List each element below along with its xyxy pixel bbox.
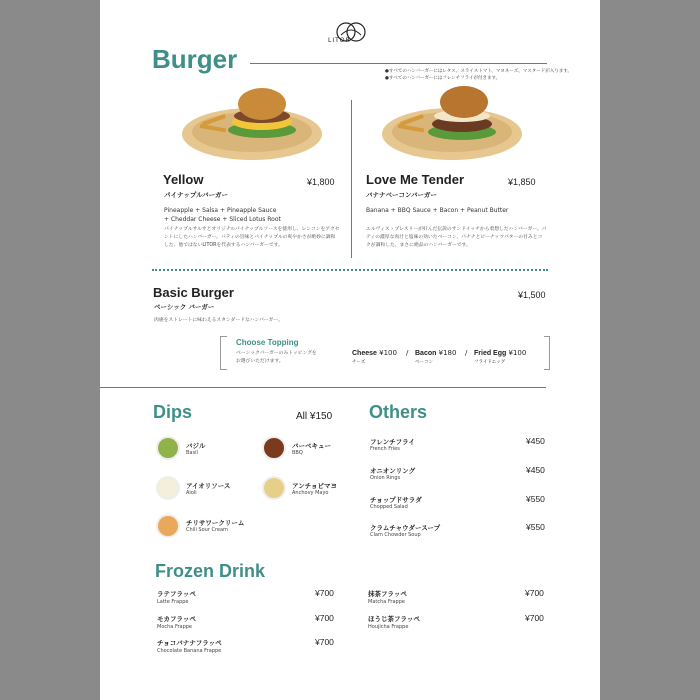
dip-en: Chili Sour Cream bbox=[186, 527, 228, 533]
note-line: ●すべてのハンバーガーにはフレンチフライが付きます。 bbox=[385, 76, 501, 81]
item-price: ¥1,850 bbox=[508, 177, 536, 187]
section-divider bbox=[100, 387, 546, 388]
others-en: Chopped Salad bbox=[370, 504, 408, 510]
dips-heading: Dips bbox=[153, 402, 193, 422]
dip-image bbox=[156, 514, 180, 538]
yellow-burger-image bbox=[180, 82, 325, 162]
burger-notes bbox=[385, 68, 572, 82]
heading-rule bbox=[250, 63, 547, 64]
topping-option-jp: フライドエッグ bbox=[474, 360, 506, 365]
others-price: ¥450 bbox=[526, 465, 545, 475]
others-heading: Others bbox=[369, 402, 428, 422]
dip-image bbox=[156, 476, 180, 500]
basic-burger-description: 肉感をストレートに味わえるスタンダードなハンバーガー。 bbox=[154, 318, 283, 323]
topping-option-jp: チーズ bbox=[352, 360, 366, 365]
topping-option-jp: ベーコン bbox=[415, 360, 433, 365]
others-jp: オニオンリング bbox=[370, 467, 416, 475]
frozen-price: ¥700 bbox=[315, 637, 334, 647]
dotted-divider bbox=[152, 269, 548, 271]
love-me-tender-burger-image bbox=[380, 82, 525, 162]
desc-line: お選びいただけます。 bbox=[236, 359, 284, 364]
frozen-en: Matcha Frappe bbox=[368, 599, 405, 605]
dip-en: Basil bbox=[186, 450, 198, 456]
frozen-jp: ラテフラッペ bbox=[157, 590, 196, 598]
item-description bbox=[164, 226, 348, 250]
topping-title: Choose Topping bbox=[236, 338, 299, 347]
basic-burger-price: ¥1,500 bbox=[518, 290, 546, 300]
item-jp-name: パイナップルバーガー bbox=[164, 191, 229, 199]
others-jp: フレンチフライ bbox=[370, 438, 415, 446]
dip-jp: バーベキュー bbox=[292, 442, 331, 450]
basic-burger-jp: ベーシック バーガー bbox=[154, 303, 215, 311]
item-ingredients bbox=[366, 206, 546, 215]
others-price: ¥450 bbox=[526, 436, 545, 446]
frozen-price: ¥700 bbox=[315, 588, 334, 598]
logo-text: LITOR bbox=[328, 37, 351, 44]
item-price: ¥1,800 bbox=[307, 177, 335, 187]
frozen-jp: 抹茶フラッペ bbox=[368, 590, 407, 598]
topping-option-name: Fried Egg bbox=[474, 350, 507, 357]
dip-en: BBQ bbox=[292, 450, 303, 456]
frozen-jp: ほうじ茶フラッペ bbox=[368, 615, 420, 623]
desc-line: ントにしたハンバーガー。パティの旨味とパイナップルの爽やかさが絶妙に調和 bbox=[164, 235, 336, 240]
dip-jp: アンチョビマヨ bbox=[292, 482, 338, 490]
dip-jp: チリサワークリーム bbox=[186, 519, 245, 527]
item-jp-name: バナナベーコンバーガー bbox=[366, 191, 437, 199]
topping-option bbox=[474, 349, 526, 357]
item-name: Yellow bbox=[163, 172, 204, 187]
desc-line: ベーシックバーガーのみトッピングを bbox=[236, 351, 317, 356]
others-price: ¥550 bbox=[526, 522, 545, 532]
dip-en: Aioli bbox=[186, 490, 197, 496]
topping-box-bracket bbox=[544, 336, 550, 370]
topping-option-name: Bacon bbox=[415, 350, 437, 357]
others-price: ¥550 bbox=[526, 494, 545, 504]
others-jp: チョップドサラダ bbox=[370, 496, 422, 504]
menu-page bbox=[100, 0, 600, 700]
topping-separator: / bbox=[465, 349, 468, 357]
ingredients-line: Pineapple + Salsa + Pineapple Sauce bbox=[164, 207, 277, 214]
topping-separator: / bbox=[406, 349, 409, 357]
frozen-jp: モカフラッペ bbox=[157, 615, 196, 623]
others-en: Onion Rings bbox=[370, 475, 401, 481]
dip-image bbox=[156, 436, 180, 460]
others-en: French Fries bbox=[370, 446, 400, 452]
dip-jp: バジル bbox=[186, 442, 206, 450]
note-line: ●すべてのハンバーガーにはレタス、スライストマト、マヨネーズ、マスタードが入ります。 bbox=[385, 69, 572, 74]
frozen-price: ¥700 bbox=[525, 613, 544, 623]
ingredients-line: + Cheddar Cheese + Sliced Lotus Root bbox=[164, 216, 281, 223]
item-name: Love Me Tender bbox=[366, 172, 465, 187]
item-ingredients bbox=[164, 206, 344, 224]
others-jp: クラムチャウダースープ bbox=[370, 524, 441, 532]
topping-option-name: Cheese bbox=[352, 350, 377, 357]
topping-option bbox=[352, 349, 397, 357]
item-description bbox=[366, 226, 550, 250]
topping-option-price: ¥180 bbox=[438, 349, 457, 357]
frozen-en: Latte Frappe bbox=[157, 599, 189, 605]
column-divider bbox=[351, 100, 352, 258]
ingredients-line: Banana + BBQ Sauce + Bacon + Peanut Butter bbox=[366, 207, 509, 214]
dip-en: Anchovy Mayo bbox=[292, 490, 329, 496]
desc-line: エルヴィス・プレスリーが好んだ伝説のサンドイッチから着想したハンバーガー。パ bbox=[366, 227, 547, 232]
basic-burger-name: Basic Burger bbox=[153, 285, 234, 300]
desc-line: ティの濃厚な肉汁と塩味の効いたベーコン、バナナとピーナッツバターの甘みとコ bbox=[366, 235, 543, 240]
desc-line: クが調和した、まさに絶品のハンバーガーです。 bbox=[366, 243, 471, 248]
dip-image bbox=[262, 476, 286, 500]
desc-line: した、他ではないLITORを代表するハンバーガーです。 bbox=[164, 243, 283, 248]
topping-description bbox=[236, 350, 317, 366]
frozen-jp: チョコバナナフラッペ bbox=[157, 639, 222, 647]
frozen-en: Houjicha Frappe bbox=[368, 624, 409, 630]
dip-jp: アイオリソース bbox=[186, 482, 231, 490]
frozen-en: Chocolate Banana Frappe bbox=[157, 648, 222, 654]
frozen-en: Mocha Frappe bbox=[157, 624, 192, 630]
topping-option-price: ¥100 bbox=[379, 349, 397, 357]
topping-option-price: ¥100 bbox=[508, 349, 527, 357]
desc-line: パイナップルサルサとオリジナルパイナップルソースを使用し、レンコンをアクセ bbox=[164, 227, 340, 232]
dip-image bbox=[262, 436, 286, 460]
dips-price: All ¥150 bbox=[296, 411, 333, 422]
frozen-drink-heading: Frozen Drink bbox=[155, 561, 266, 581]
others-en: Clam Chowder Soup bbox=[370, 532, 421, 538]
burger-heading: Burger bbox=[152, 44, 238, 74]
frozen-price: ¥700 bbox=[525, 588, 544, 598]
frozen-price: ¥700 bbox=[315, 613, 334, 623]
topping-option bbox=[415, 349, 456, 357]
